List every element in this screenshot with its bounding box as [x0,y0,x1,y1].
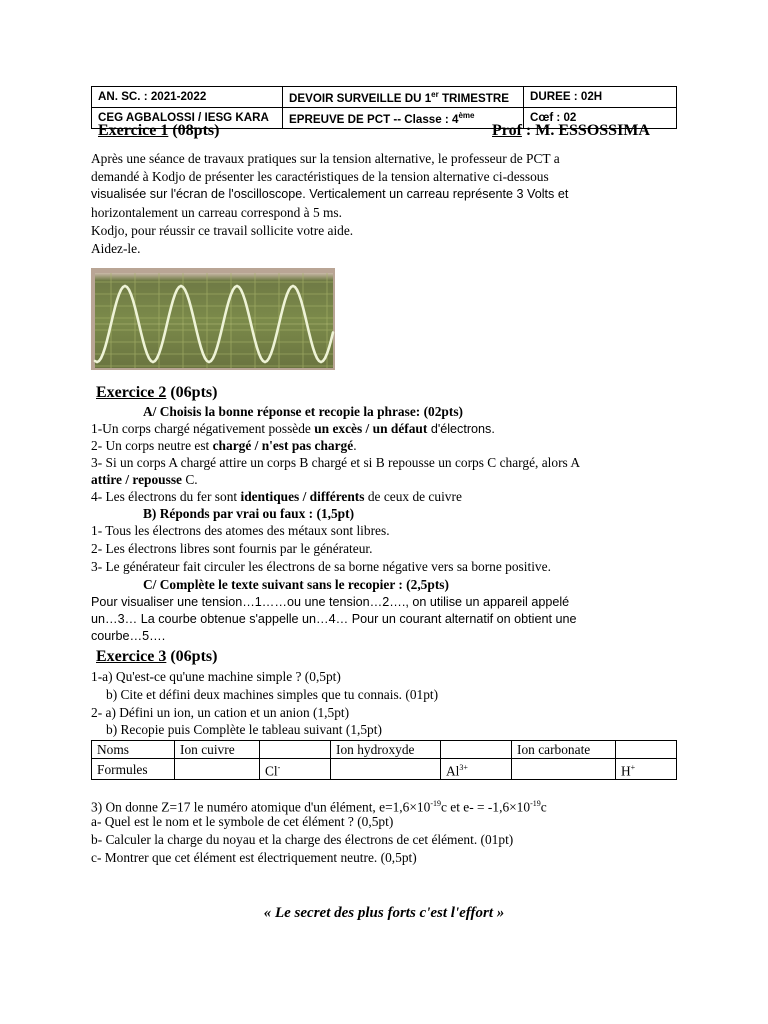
school-name: CEG AGBALOSSI / IESG KARA [92,107,283,128]
question-b2: 2- Les électrons libres sont fournis par le générateur. [91,541,373,556]
question-c-line: courbe…5…. [91,629,166,643]
ex1-text-line: Après une séance de travaux pratiques sur la tension alternative, le professeur de PCT a [91,151,560,166]
question-a3-continued: attire / repousse C. [91,472,198,487]
exercise-2-heading: Exercice 2 (06pts) [96,384,218,401]
question-2a: 2- a) Défini un ion, un cation et un anion (1,5pt) [91,705,350,720]
question-2b: b) Recopie puis Complète le tableau suivant (1,5pt) [106,722,382,737]
table-cell [331,759,441,780]
coefficient: Cœf : 02 [524,107,677,128]
table-cell: $Al^{3+}$ [441,759,512,780]
table-cell [175,759,260,780]
question-1a: 1-a) Qu'est-ce qu'une machine simple ? (0,5pt) [91,669,341,684]
table-cell [616,741,677,759]
exercise-1-heading: Exercice 1 (08pts) [98,122,220,139]
table-cell [441,741,512,759]
table-cell: Noms [92,741,175,759]
exam-title: DEVOIR SURVEILLE DU 1er TRIMESTRE [283,87,524,108]
exercise-3-heading: Exercice 3 (06pts) [96,648,218,665]
ions-table [91,740,677,780]
table-cell: Ion carbonate [512,741,616,759]
table-cell: Ion cuivre [175,741,260,759]
question-a1: 1-Un corps chargé négativement possède un excès / un défaut d'électrons. [91,421,495,436]
question-c-line: Pour visualiser une tension…1……ou une tension…2…., on utilise un appareil appelé [91,595,570,609]
question-a2: 2- Un corps neutre est chargé / n'est pas chargé. [91,438,357,453]
school-year: AN. SC. : 2021-2022 [92,87,283,108]
table-cell: H+ [616,759,677,780]
table-cell: Formules [92,759,175,780]
question-b1: 1- Tous les électrons des atomes des métaux sont libres. [91,523,390,538]
table-cell [512,759,616,780]
table-cell: Cl- [260,759,331,780]
ex1-text-line: visualisée sur l'écran de l'oscilloscope. Verticalement un carreau représente 3 Volts et [91,187,569,201]
question-a3: 3- Si un corps A chargé attire un corps B chargé et si B repousse un corps C chargé, alors A [91,455,581,470]
duration: DUREE : 02H [524,87,677,108]
oscilloscope-image [91,268,335,370]
exam-subject: EPREUVE DE PCT -- Classe : 4ème [283,107,524,128]
question-b3: 3- Le générateur fait circuler les électrons de sa borne négative vers sa borne positive. [91,559,551,574]
question-c-line: un…3… La courbe obtenue s'appelle un…4… Pour un courant alternatif on obtient une [91,612,577,626]
question-3: 3) On donne Z=17 le numéro atomique d'un élément, $e=1,6\times 10^{-19}c$ et $e- = -1,6\times 10^{-19}c$ [91,799,547,815]
question-3a: a- Quel est le nom et le symbole de cet élément ? (0,5pt) [91,814,394,829]
ex1-text-line: horizontalement un carreau correspond à 5 ms. [91,205,342,220]
section-c-title: C/ Complète le texte suivant sans le recopier : (2,5pts) [143,577,449,592]
question-3b: b- Calculer la charge du noyau et la charge des électrons de cet élément. (01pt) [91,832,514,847]
ex1-text-line: demandé à Kodjo de présenter les caractéristiques de la tension alternative ci-dessous [91,169,549,184]
question-a4: 4- Les électrons du fer sont identiques / différents de ceux de cuivre [91,489,462,504]
ex1-text-line: Aidez-le. [91,241,141,256]
ex1-text-line: Kodjo, pour réussir ce travail sollicite votre aide. [91,223,354,238]
table-cell [260,741,331,759]
motto: « Le secret des plus forts c'est l'effort » [263,905,505,921]
table-row [92,759,677,780]
table-cell: Ion hydroxyde [331,741,441,759]
question-3c: c- Montrer que cet élément est électriquement neutre. (0,5pt) [91,850,417,865]
question-1b: b) Cite et défini deux machines simples que tu connais. (01pt) [106,687,439,702]
section-b-title: B) Réponds par vrai ou faux : (1,5pt) [143,506,355,521]
teacher-name: Prof : M. ESSOSSIMA [492,122,650,139]
section-a-title: A/ Choisis la bonne réponse et recopie la phrase: (02pts) [143,404,464,419]
table-row [92,741,677,759]
